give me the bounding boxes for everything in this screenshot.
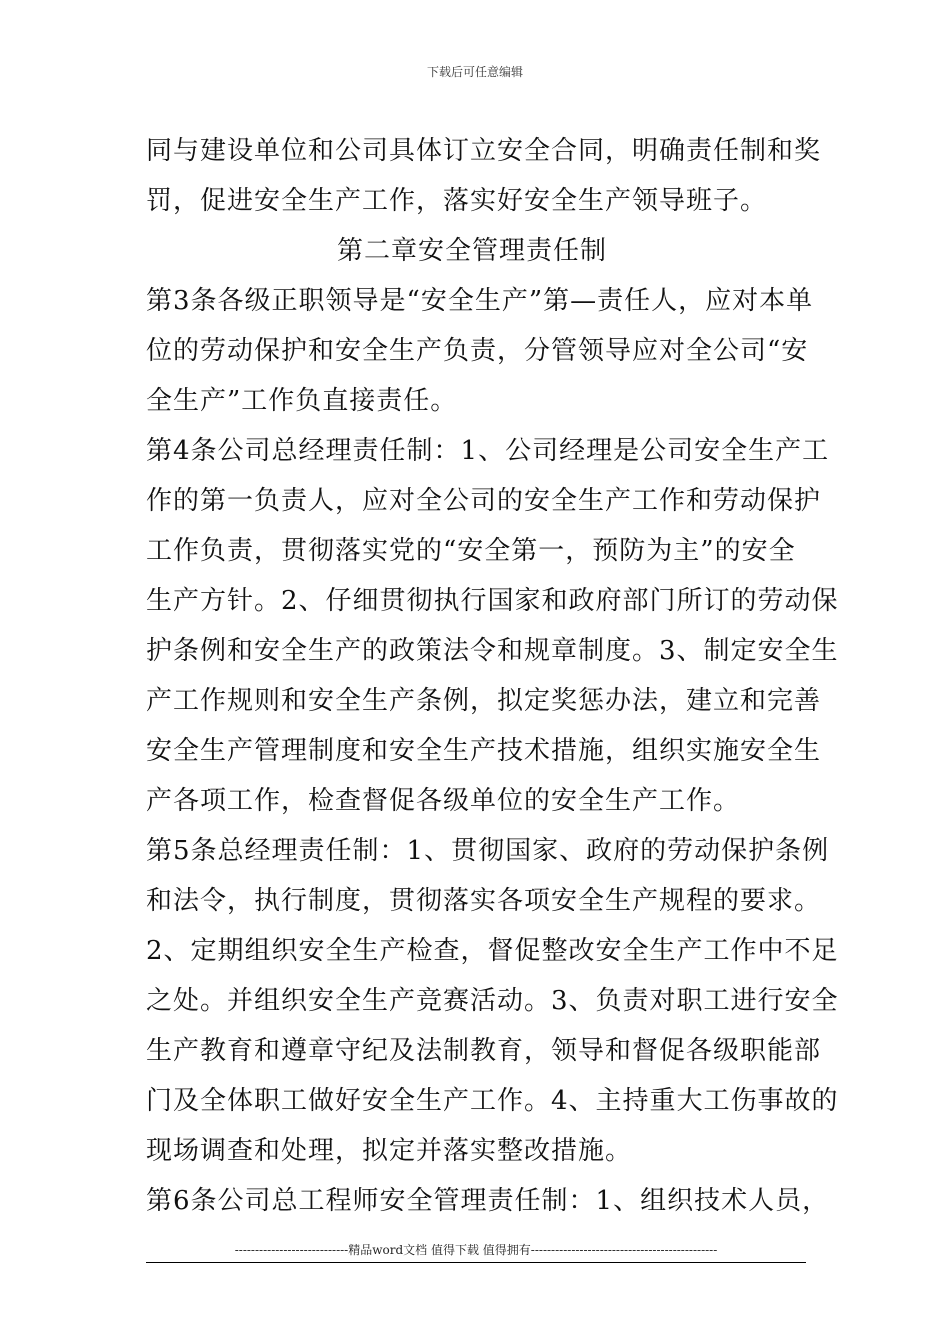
body-line: 第4条公司总经理责任制：1、公司经理是公司安全生产工 [146,436,830,466]
body-line: 第3条各级正职领导是“安全生产”第—责任人，应对本单 [146,286,814,316]
body-line: 门及全体职工做好安全生产工作。4、主持重大工伤事故的 [146,1086,839,1116]
body-line: 和法令，执行制度，贯彻落实各项安全生产规程的要求。 [146,886,822,916]
body-line: 第6条公司总工程师安全管理责任制：1、组织技术人员， [146,1186,830,1216]
page-footer: ----------------------------精品word文档 值得下载 值得拥有---------------------------------------------- [234,1243,718,1257]
body-line: 护条例和安全生产的政策法令和规章制度。3、制定安全生 [146,636,839,666]
chapter-heading: 第二章安全管理责任制 [336,236,607,266]
body-line: 生产教育和遵章守纪及法制教育，领导和督促各级职能部 [146,1036,822,1066]
body-line: 产工作规则和安全生产条例，拟定奖惩办法，建立和完善 [146,686,822,716]
body-line: 作的第一负责人，应对全公司的安全生产工作和劳动保护 [146,486,822,516]
document-body [146,126,839,1226]
body-line: 现场调查和处理，拟定并落实整改措施。 [146,1136,633,1166]
body-line: 同与建设单位和公司具体订立安全合同，明确责任制和奖 [146,136,822,166]
body-line: 产各项工作，检查督促各级单位的安全生产工作。 [146,786,741,816]
body-line: 工作负责，贯彻落实党的“安全第一，预防为主”的安全 [146,536,796,566]
body-line: 之处。并组织安全生产竞赛活动。3、负责对职工进行安全 [146,986,839,1016]
body-line: 全生产”工作负直接责任。 [146,386,458,416]
body-line: 罚，促进安全生产工作，落实好安全生产领导班子。 [146,186,768,216]
body-line: 位的劳动保护和安全生产负责，分管领导应对全公司“安 [146,336,809,366]
page-header: 下载后可任意编辑 [426,65,523,79]
footer-rule [146,1262,806,1263]
body-line: 第5条总经理责任制：1、贯彻国家、政府的劳动保护条例 [146,836,830,866]
body-line: 生产方针。2、仔细贯彻执行国家和政府部门所订的劳动保 [146,586,839,616]
body-line: 2、定期组织安全生产检查，督促整改安全生产工作中不足 [146,936,839,966]
body-line: 安全生产管理制度和安全生产技术措施，组织实施安全生 [146,736,822,766]
